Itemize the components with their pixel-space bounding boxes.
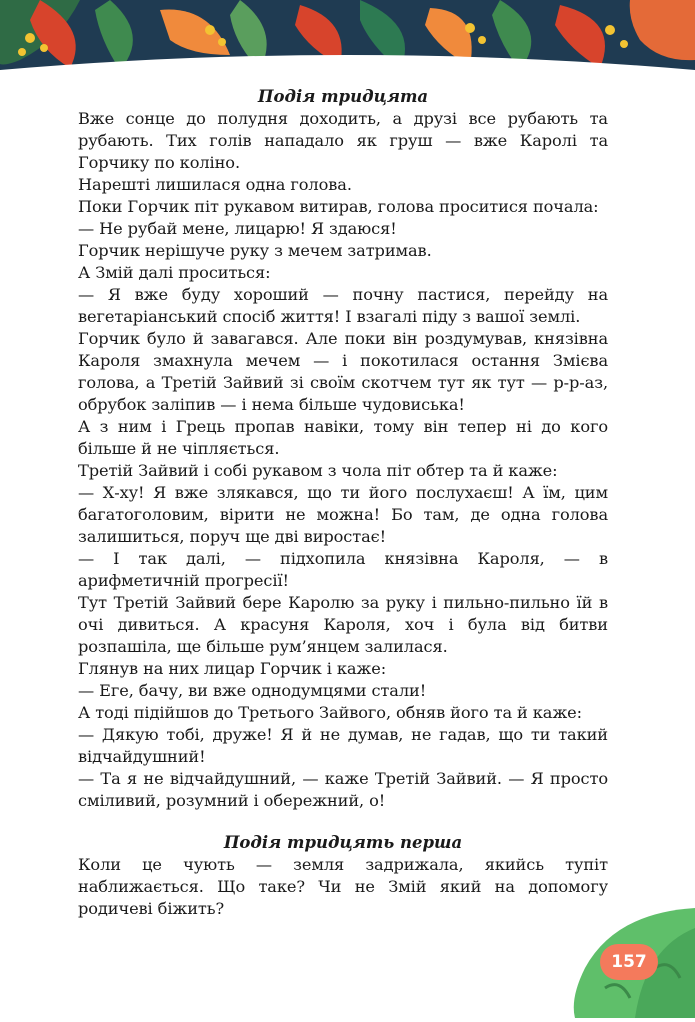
paragraph: — Еге, бачу, ви вже однодумцями стали! — [78, 681, 427, 700]
paragraph: Горчик нерішуче руку з мечем затримав. — [78, 241, 432, 260]
paragraph: Вже сонце до полудня доходить, а друзі все рубають та рубають. Тих голів нападало як груш — вже Каролі та Горчику по коліно. — [78, 109, 608, 172]
page-number-badge: 157 — [600, 944, 658, 980]
paragraph: Поки Горчик піт рукавом витирав, голова проситися почала: — [78, 197, 599, 216]
paragraph: Третій Зайвий і собі рукавом з чола піт обтер та й каже: — [78, 461, 558, 480]
paragraph: А тоді підійшов до Третього Зайвого, обняв його та й каже: — [78, 703, 582, 722]
paragraph: Глянув на них лицар Горчик і каже: — [78, 659, 387, 678]
paragraph: Коли це чують — земля задрижала, якийсь тупіт наближається. Що таке? Чи не Змій який на допомогу родичеві біжить? — [78, 855, 608, 918]
paragraph: Нарешті лишилася одна голова. — [78, 175, 352, 194]
paragraph: — Х-ху! Я вже злякався, що ти його послухаєш! А їм, цим багатоголовим, вірити не можна! Бо там, де одна голова залишиться, поруч ще дві виростає! — [78, 483, 608, 546]
paragraph: — Не рубай мене, лицарю! Я здаюся! — [78, 219, 397, 238]
paragraph: А з ним і Грець пропав навіки, тому він тепер ні до кого більше й не чіпляється. — [78, 417, 608, 458]
chapter-31-title: Подія тридцять перша — [223, 833, 463, 852]
paragraph: Горчик було й завагався. Але поки він роздумував, князівна Кароля змахнула мечем — і покотилася остання Змієва голова, а Третій Зайвий зі своїм скотчем тут як тут — р-р-аз, обрубок заліпив — і нема більше чудовиська! — [78, 329, 608, 414]
paragraph: А Змій далі проситься: — [78, 263, 271, 282]
paragraph: — І так далі, — підхопила князівна Кароля, — в арифметичній прогресії! — [78, 549, 608, 590]
chapter-30-title: Подія тридцята — [257, 87, 429, 106]
paragraph: — Та я не відчайдушний, — каже Третій Зайвий. — Я просто сміливий, розумний і обережний, о! — [78, 769, 608, 810]
chapter-30-body — [78, 108, 608, 812]
decorative-foliage-banner — [0, 0, 695, 70]
chapter-31-body — [78, 854, 608, 920]
paragraph: — Я вже буду хороший — почну пастися, перейду на вегетаріанський спосіб життя! І взагалі піду з вашої землі. — [78, 285, 608, 326]
paragraph: — Дякую тобі, друже! Я й не думав, не гадав, що ти такий відчайдушний! — [78, 725, 608, 766]
paragraph: Тут Третій Зайвий бере Каролю за руку і пильно-пильно їй в очі дивиться. А красуня Кароля, хоч і була від битви розпашіла, ще більше рум’янцем залилася. — [78, 593, 608, 656]
page-text — [78, 86, 608, 920]
